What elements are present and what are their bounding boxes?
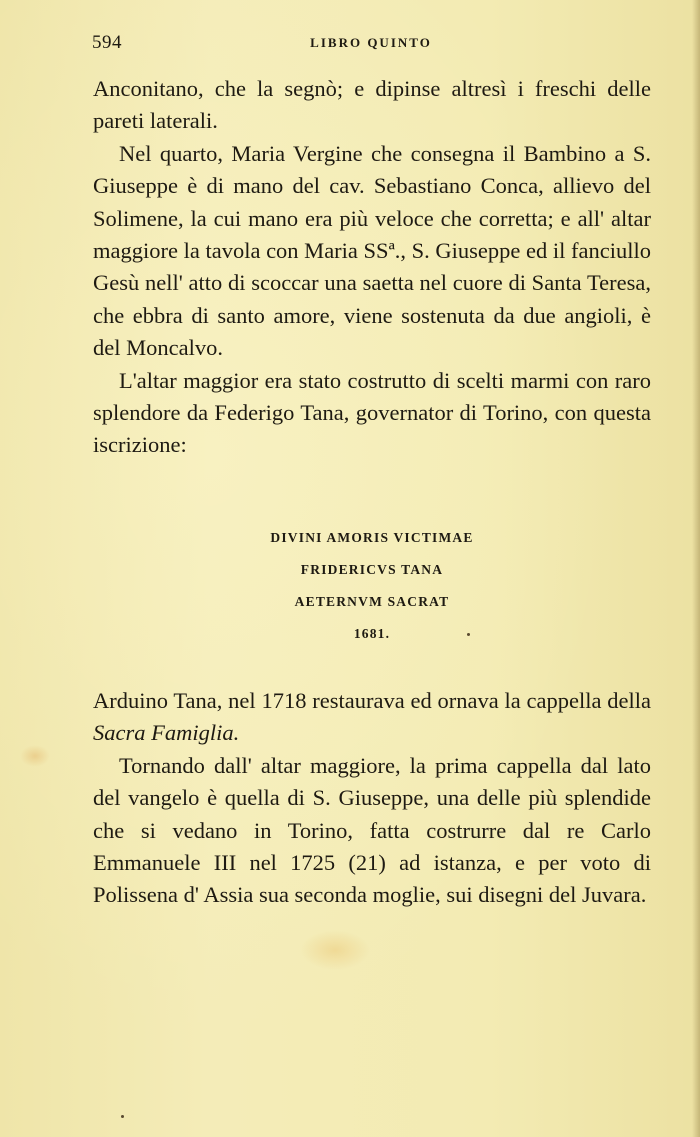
italic-chapel-name: Sacra Famiglia. (93, 720, 240, 746)
paper-stain (300, 930, 370, 970)
paragraph-altar-maggiore: L'altar maggior era stato costrutto di scelti marmi con raro splendore da Federigo Tana, governator di Torino, con questa iscrizione: (93, 367, 651, 458)
paper-stain (20, 745, 50, 767)
running-head: LIBRO QUINTO (310, 35, 432, 50)
paragraph-text: Arduino Tana, nel 1718 restaurava ed ornava la cappella della (93, 688, 651, 713)
inscription-line: FRIDERICVS TANA (300, 562, 444, 577)
paragraph-arduino-tana (93, 685, 651, 750)
body-text-upper (93, 73, 651, 462)
page-number: 594 (92, 32, 122, 53)
page-header (92, 32, 650, 56)
page-edge-shadow (692, 0, 700, 1137)
paragraph-continuation: Anconitano, che la segnò; e dipinse altresì i freschi delle pareti laterali. (93, 76, 651, 134)
inscription-line: DIVINI AMORIS VICTIMAE (270, 530, 474, 545)
body-text-lower (93, 685, 651, 912)
paragraph-quarto: Nel quarto, Maria Vergine che consegna il Bambino a S. Giuseppe è di mano del cav. Sebastiano Conca, allievo del Solimene, la cui mano era più veloce che corretta; e all' altar maggiore la tavola con Maria SSª., S. Giuseppe ed il fanciullo Gesù nell' atto di scoccar una saetta nel cuore di Santa Teresa, che ebbra di santo amore, viene sostenuta da due angioli, è del Moncalvo. (93, 140, 651, 361)
paper-speck (467, 633, 470, 636)
paper-speck (121, 1115, 124, 1118)
inscription-line: AETERNVM SACRAT (294, 594, 450, 609)
inscription (93, 526, 651, 654)
inscription-year: 1681. (353, 626, 391, 641)
paragraph-cappella-giuseppe: Tornando dall' altar maggiore, la prima cappella dal lato del vangelo è quella di S. Giuseppe, una delle più splendide che si vedano in Torino, fatta costrurre dal re Carlo Emmanuele III nel 1725 (21) ad istanza, e per voto di Polissena d' Assia sua seconda moglie, sui disegni del Juvara. (93, 752, 651, 908)
